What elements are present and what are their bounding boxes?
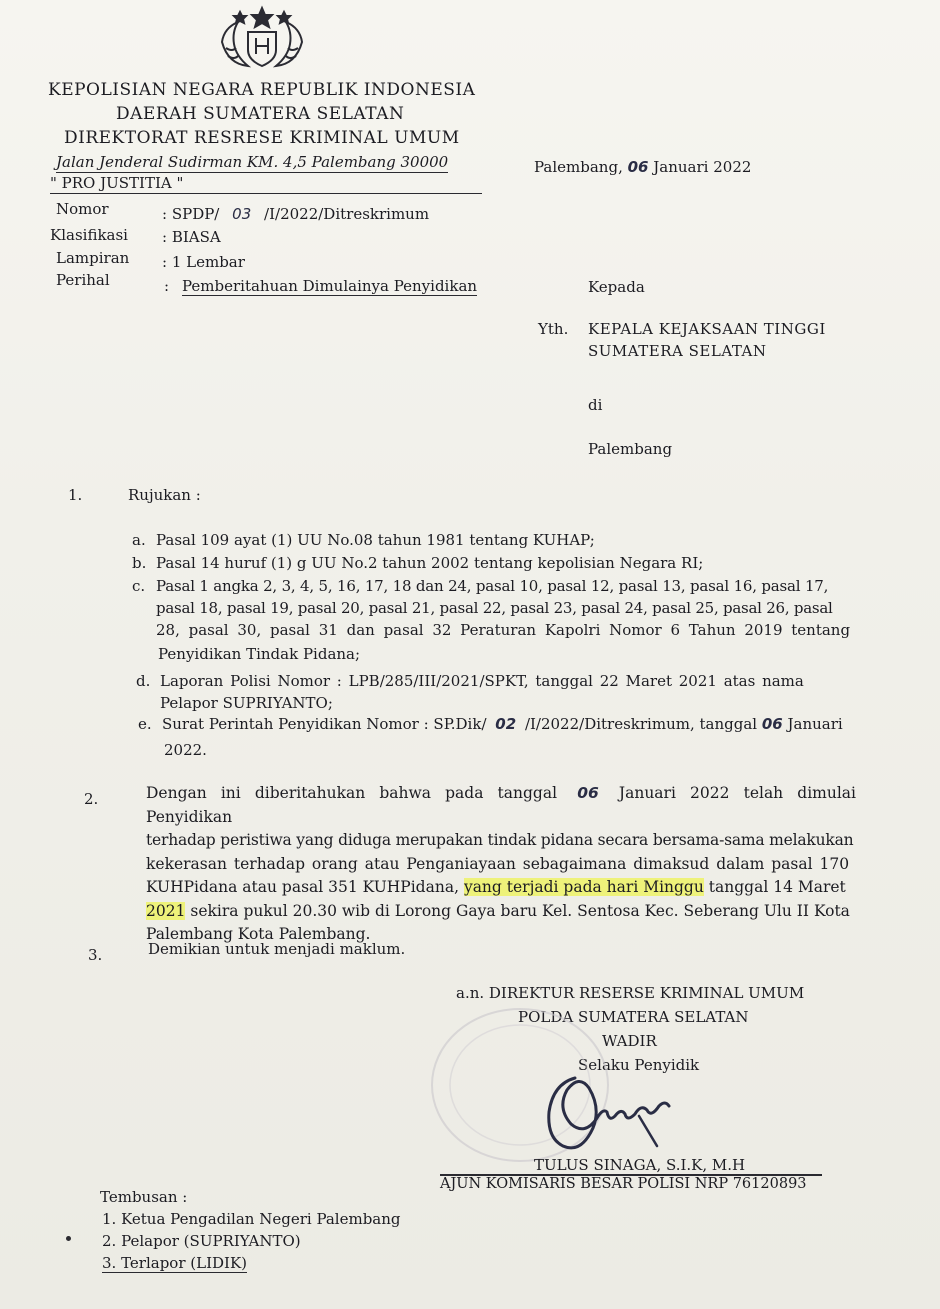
perihal-value: Pemberitahuan Dimulainya Penyidikan bbox=[182, 277, 478, 295]
section1-number: 1. bbox=[68, 486, 83, 504]
recipient-line2: SUMATERA SELATAN bbox=[588, 342, 767, 360]
header-institution: KEPOLISIAN NEGARA REPUBLIK INDONESIA bbox=[48, 80, 476, 100]
perihal-label: Perihal bbox=[56, 271, 110, 289]
kepada-label: Kepada bbox=[588, 278, 645, 296]
handwritten-nomor: 03 bbox=[232, 205, 252, 223]
handwritten-sprindik-number: 02 bbox=[495, 715, 517, 733]
handwritten-start-day: 06 bbox=[577, 784, 599, 802]
police-emblem-icon bbox=[212, 2, 312, 74]
ref-item-c-line4: Penyidikan Tindak Pidana; bbox=[158, 645, 361, 663]
lampiran-label: Lampiran bbox=[56, 249, 130, 267]
signatory-name: TULUS SINAGA, S.I.K, M.H bbox=[534, 1156, 746, 1174]
yth-label: Yth. bbox=[538, 320, 569, 338]
header-region: DAERAH SUMATERA SELATAN bbox=[116, 104, 405, 124]
highlighted-text: yang terjadi pada hari Minggu bbox=[463, 878, 704, 896]
lampiran-value: : 1 Lembar bbox=[162, 253, 245, 271]
section2-number: 2. bbox=[84, 790, 99, 808]
klasifikasi-label: Klasifikasi bbox=[50, 226, 128, 244]
recipient-line1: KEPALA KEJAKSAAN TINGGI bbox=[588, 320, 826, 338]
section3-text: Demikian untuk menjadi maklum. bbox=[148, 940, 406, 958]
header-motto: " PRO JUSTITIA " bbox=[50, 174, 482, 194]
signature-role: Selaku Penyidik bbox=[578, 1056, 700, 1074]
ref-item-c-line2: pasal 18, pasal 19, pasal 20, pasal 21, pasal 22, pasal 23, pasal 24, pasal 25, pasal 26, pasal bbox=[156, 599, 833, 617]
klasifikasi-value: : BIASA bbox=[162, 228, 221, 246]
ref-item-a: a. Pasal 109 ayat (1) UU No.08 tahun 1981 tentang KUHAP; bbox=[132, 531, 595, 549]
bullet-dot bbox=[66, 1236, 71, 1241]
header-directorate: DIREKTORAT RESRESE KRIMINAL UMUM bbox=[64, 128, 460, 148]
signature-authority: a.n. DIREKTUR RESERSE KRIMINAL UMUM bbox=[456, 984, 805, 1002]
ref-item-c-line3: 28, pasal 30, pasal 31 dan pasal 32 Peraturan Kapolri Nomor 6 Tahun 2019 tentang bbox=[156, 621, 851, 639]
signature-position: WADIR bbox=[602, 1032, 657, 1050]
recipient-city: Palembang bbox=[588, 440, 673, 458]
cc-item-2: 2. Pelapor (SUPRIYANTO) bbox=[102, 1232, 301, 1250]
ref-item-e: e. Surat Perintah Penyidikan Nomor : SP.Dik/ 02 /I/2022/Ditreskrimum, tanggal 06 Januari bbox=[138, 715, 843, 733]
handwritten-sprindik-day: 06 bbox=[761, 715, 783, 733]
month-year: Januari 2022 bbox=[653, 158, 752, 176]
recipient-di: di bbox=[588, 396, 603, 414]
nomor-label: Nomor bbox=[56, 200, 109, 218]
ref-item-e-line2: 2022. bbox=[164, 741, 207, 759]
header-address: Jalan Jenderal Sudirman KM. 4,5 Palembang 30000 bbox=[56, 153, 449, 171]
section1-title: Rujukan : bbox=[128, 486, 201, 504]
signature-unit: POLDA SUMATERA SELATAN bbox=[518, 1008, 749, 1026]
handwritten-signature bbox=[535, 1070, 705, 1170]
cc-title: Tembusan : bbox=[100, 1188, 188, 1206]
section3-number: 3. bbox=[88, 946, 103, 964]
perihal-colon: : bbox=[164, 277, 170, 295]
signatory-rank: AJUN KOMISARIS BESAR POLISI NRP 76120893 bbox=[440, 1176, 807, 1192]
cc-item-3: 3. Terlapor (LIDIK) bbox=[102, 1254, 248, 1272]
cc-item-1: 1. Ketua Pengadilan Negeri Palembang bbox=[102, 1210, 401, 1228]
place-date bbox=[534, 158, 751, 176]
section2-paragraph: Dengan ini diberitahukan bahwa pada tanggal 06 Januari 2022 telah dimulai Penyidikan terhadap peristiwa yang diduga merupakan tindak pidana secara bersama-sama melakukan kekerasan terhadap orang atau Penganiayaan sebagaimana dimaksud dalam pasal 170 KUHPidana atau pasal 351 KUHPidana, yang terjadi pada hari Minggu tanggal 14 Maret 2021 sekira pukul 20.30 wib di Lorong Gaya baru Kel. Sentosa Kec. Seberang Ulu II Kota Palembang Kota Palembang. bbox=[146, 784, 856, 943]
ref-item-d-line2: Pelapor SUPRIYANTO; bbox=[160, 694, 333, 712]
ref-item-d: d. Laporan Polisi Nomor : LPB/285/III/2021/SPKT, tanggal 22 Maret 2021 atas nama bbox=[136, 672, 804, 690]
highlighted-year: 2021 bbox=[146, 901, 186, 920]
nomor-value: : SPDP/ 03 /I/2022/Ditreskrimum bbox=[162, 205, 430, 223]
handwritten-day: 06 bbox=[627, 158, 649, 176]
place-label: Palembang, bbox=[534, 158, 623, 176]
ref-item-c: c. Pasal 1 angka 2, 3, 4, 5, 16, 17, 18 dan 24, pasal 10, pasal 12, pasal 13, pasal 16, pasal 17, bbox=[132, 577, 829, 595]
ref-item-b: b. Pasal 14 huruf (1) g UU No.2 tahun 2002 tentang kepolisian Negara RI; bbox=[132, 554, 704, 572]
